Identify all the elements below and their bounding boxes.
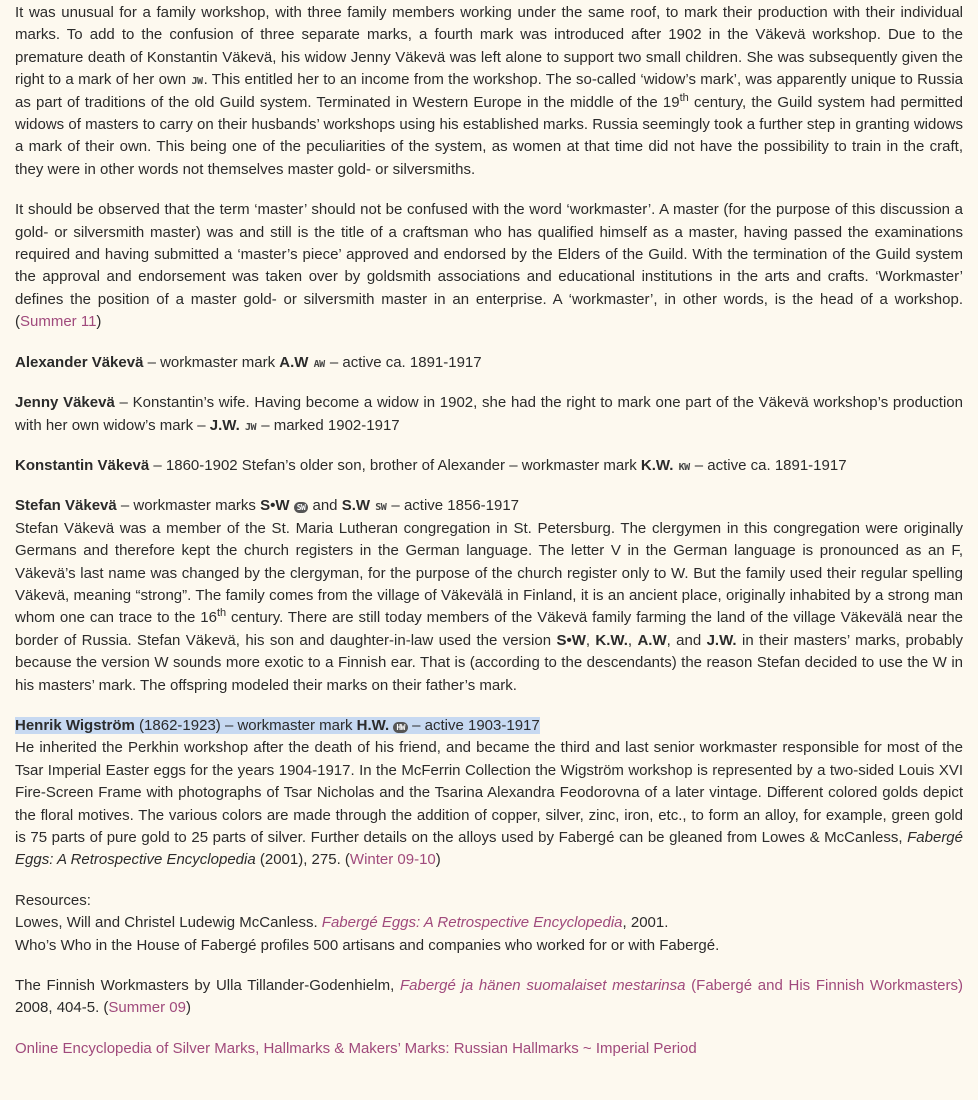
selected-text-highlight: Henrik Wigström (1862-1923) – workmaster mark H.W. HW – active 1903-1917: [15, 716, 540, 734]
paragraph-master-definition: It should be observed that the term ‘master’ should not be confused with the word ‘workmaster’. A master (for the purpose of this discussion a gold- or silversmith master) was and still is the title of a craftsman who has qualified himself as a master, having passed the examinations required and having submitted a ‘master’s piece’ approved and endorsed by the Elders of the Guild. With the termination of the Guild system the approval and endorsement was taken over by goldsmith associations and educational institutions in the arts and crafts. ‘Workmaster’ defines the position of a master gold- or silversmith master in an enterprise. A ‘workmaster’, in other words, is the head of a workshop. (Summer 11): [15, 201, 963, 331]
entry-jenny: Jenny Väkevä – Konstantin’s wife. Having become a widow in 1902, she had the right to mark one part of the Väkevä workshop’s production with her own widow’s mark – J.W. JW – marked 1902-1917: [15, 394, 963, 434]
book-title: Fabergé Eggs: A Retrospective Encyclopedia: [15, 829, 963, 869]
winter-09-10-link[interactable]: Winter 09-10: [349, 851, 436, 869]
entry-stefan: Stefan Väkevä – workmaster marks S•W SW and S.W SW – active 1856-1917 Stefan Väkevä was a member of the St. Maria Lutheran congregation in St. Petersburg. The clergymen in this congregation were originally Germans and therefore kept the church registers in the German language. The letter V in the German language is pronounced as an F, Väkevä’s last name was changed by the clergyman, for the purpose of the church register only to W. But the family used their regular spelling Väkevä, meaning “strong”. The family comes from the village of Väkevälä in Finland, it is an ancient place, originally inhabited by a strong man whom one can trace to the 16th century. There are still today members of the Väkevä family farming the land of the village Väkevälä near the border of Russia. Stefan Väkevä, his son and daughter-in-law used the version S•W, K.W., A.W, and J.W. in their masters’ marks, probably because the version W sounds more exotic to a Finnish ear. That is (according to the descendants) the reason Stefan decided to use the W in his masters’ mark. The offspring modeled their marks on their father’s mark.: [15, 497, 963, 694]
resources-heading: Resources:: [15, 891, 91, 909]
hw-oval-mark-icon: HW: [393, 722, 408, 733]
entry-name: Stefan Väkevä: [15, 497, 117, 515]
jw-mark-icon: JW: [191, 76, 203, 88]
kw-mark-icon: KW: [678, 461, 690, 473]
sw-oval-mark-icon: SW: [294, 502, 309, 513]
finnish-workmasters-link[interactable]: Fabergé ja hänen suomalaiset mestarinsa (Fabergé and His Finnish Workmasters): [399, 977, 963, 995]
online-encyclopedia-link[interactable]: Online Encyclopedia of Silver Marks, Hallmarks & Makers’ Marks: Russian Hallmarks ~ Imperial Period: [15, 1039, 697, 1057]
entry-name: Henrik Wigström: [15, 716, 135, 734]
entry-name: Alexander Väkevä: [15, 353, 144, 371]
entry-name: Jenny Väkevä: [15, 394, 115, 412]
aw-mark-icon: AW: [313, 358, 325, 370]
finnish-workmasters-reference: The Finnish Workmasters by Ulla Tillander-Godenhielm, Fabergé ja hänen suomalaiset mestarinsa (Fabergé and His Finnish Workmasters) 2008, 404-5. (Summer 09): [15, 977, 963, 1017]
jw-mark-icon: JW: [244, 421, 257, 433]
entry-alexander: Alexander Väkevä – workmaster mark A.W AW – active ca. 1891-1917: [15, 353, 482, 371]
paragraph-widow-mark: It was unusual for a family workshop, with three family members working under the same roof, to mark their production with their individual marks. To add to the confusion of three separate marks, a fourth mark was introduced after 1902 in the Väkevä workshop. Due to the premature death of Konstantin Väkevä, his widow Jenny Väkevä was left alone to support two small children. She was subsequently given the right to a mark of her own JW. This entitled her to an income from the workshop. The so-called ‘widow’s mark’, was apparently unique to Russia as part of traditions of the old Guild system. Terminated in Western Europe in the middle of the 19th century, the Guild system had permitted widows of masters to carry on their husbands’ workshops using his established marks. Russia seemingly took a further step in granting widows a mark of their own. This being one of the peculiarities of the system, as women at that time did not have the possibility to train in the craft, they were in other words not themselves master gold- or silversmiths.: [15, 4, 963, 178]
faberge-eggs-link[interactable]: Fabergé Eggs: A Retrospective Encyclopedia: [321, 914, 623, 932]
entry-konstantin: Konstantin Väkevä – 1860-1902 Stefan’s older son, brother of Alexander – workmaster mark K.W. KW – active ca. 1891-1917: [15, 456, 847, 474]
sw-mark-icon: SW: [375, 502, 387, 514]
summer-09-link[interactable]: Summer 09: [108, 999, 186, 1017]
resources-section: Resources: Lowes, Will and Christel Ludewig McCanless. Fabergé Eggs: A Retrospective Encyclopedia, 2001. Who’s Who in the House of Fabergé profiles 500 artisans and companies who worked for or with Fabergé.: [15, 891, 720, 954]
entry-name: Konstantin Väkevä: [15, 456, 150, 474]
summer-11-link[interactable]: Summer 11: [20, 313, 97, 331]
entry-henrik: Henrik Wigström (1862-1923) – workmaster mark H.W. HW – active 1903-1917 He inherited the Perkhin workshop after the death of his friend, and became the third and last senior workmaster responsible for most of the Tsar Imperial Easter eggs for the years 1904-1917. In the McFerrin Collection the Wigström workshop is represented by a two-sided Louis XVI Fire-Screen Frame with photographs of Tsar Nicholas and the Tsarina Alexandra Feodorovna of a later vintage. Different colored golds depict the floral motives. The various colors are made through the addition of copper, silver, zinc, iron, etc., to form an alloy, for example, green gold is 75 parts of pure gold to 25 parts of silver. Further details on the alloys used by Fabergé can be gleaned from Lowes & McCanless, Fabergé Eggs: A Retrospective Encyclopedia (2001), 275. (Winter 09-10): [15, 716, 963, 869]
online-encyclopedia-paragraph: [15, 1038, 963, 1060]
